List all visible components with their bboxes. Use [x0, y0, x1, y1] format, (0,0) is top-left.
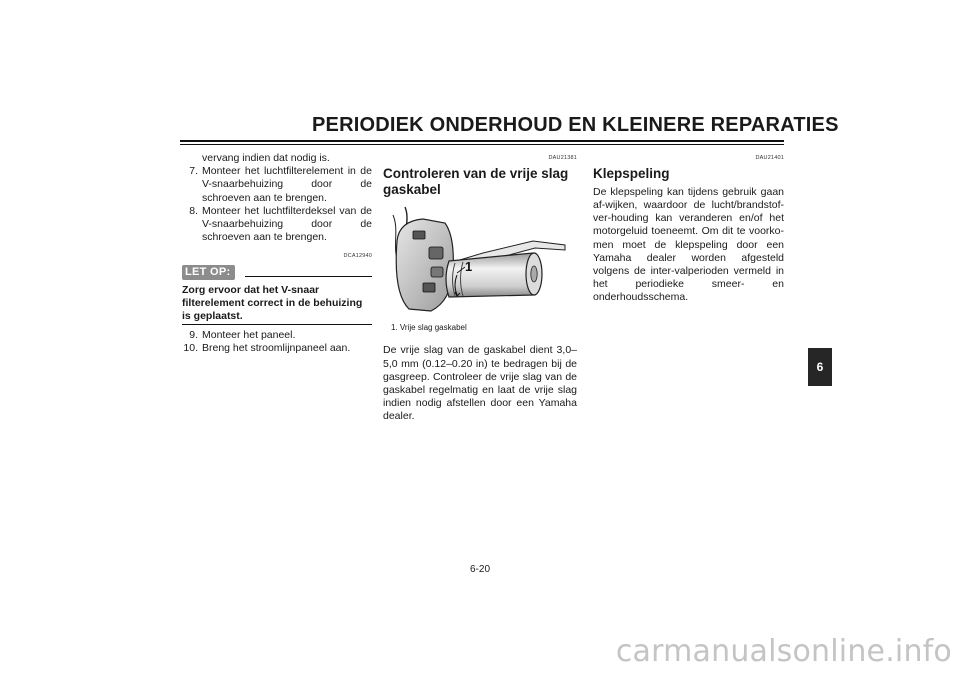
section-heading: Controleren van de vrije slag gaskabel [383, 166, 569, 197]
step-text: Monteer het luchtfilterdeksel van de V-snaarbehuizing door de schroeven aan te brengen. [202, 204, 372, 244]
step-number: 9. [189, 328, 198, 341]
caution-text: Zorg ervoor dat het V-snaar filterelement correct in de behuizing is geplaatst. [182, 283, 363, 322]
step-number: 10. [183, 342, 198, 355]
section-code: DAU21401 [755, 155, 784, 161]
throttle-grip-illustration [383, 201, 573, 319]
header-rule-thick [180, 140, 784, 142]
caution-rule [245, 276, 373, 277]
step-item [182, 165, 372, 205]
section-paragraph: De klepspeling kan tijdens gebruik gaan af-wijken, waardoor de lucht/brandstof-ver-houding kan veranderen en/of het motorgeluid toeneemt. Om dit te voorko-men moet de klepspeling door een Yamaha dealer worden afgesteld volgens de inter-valperioden vermeld in het periodieke smeer- en onderhoudsschema. [593, 185, 784, 304]
page-header-title: PERIODIEK ONDERHOUD EN KLEINERE REPARATIES [312, 114, 839, 136]
section-paragraph: De vrije slag van de gaskabel dient 3,0–5,0 mm (0.12–0.20 in) te bedragen bij de gasgreep. Controleer de vrije slag van de gaskabel regelmatig en laat de vrije slag indien nodig afstellen door een Yamaha dealer. [383, 344, 577, 423]
step-item [182, 205, 372, 245]
step-number: 8. [189, 204, 198, 217]
steps-list-b [182, 329, 372, 355]
continuation-text: vervang indien dat nodig is. [202, 152, 330, 164]
section-heading: Klepspeling [593, 166, 670, 182]
caution-end-rule [182, 324, 372, 325]
step-text: Monteer het luchtfilterelement in de V-snaarbehuizing door de schroeven aan te brengen. [202, 165, 372, 204]
section-code: DAU21381 [548, 155, 577, 161]
column-2 [383, 152, 577, 424]
step-text: Monteer het paneel. [202, 328, 296, 341]
caution-label: LET OP: [182, 265, 235, 280]
caution-header [182, 265, 372, 280]
step-item [182, 329, 372, 342]
chapter-tab: 6 [808, 348, 832, 386]
throttle-grip-figure [383, 201, 573, 319]
step-item [182, 342, 372, 355]
steps-list-a [182, 165, 372, 244]
figure-callout-1: 1 [465, 259, 473, 275]
column-1 [182, 152, 372, 355]
watermark: carmanualsonline.info [615, 634, 952, 669]
step-number: 7. [189, 165, 198, 178]
figure-caption: 1. Vrije slag gaskabel [391, 323, 467, 333]
caution-code: DCA12940 [343, 253, 372, 260]
step-text: Breng het stroomlijnpaneel aan. [202, 342, 351, 355]
header-rule-thin [180, 144, 784, 145]
column-3 [593, 152, 784, 305]
page-number: 6-20 [469, 564, 490, 575]
